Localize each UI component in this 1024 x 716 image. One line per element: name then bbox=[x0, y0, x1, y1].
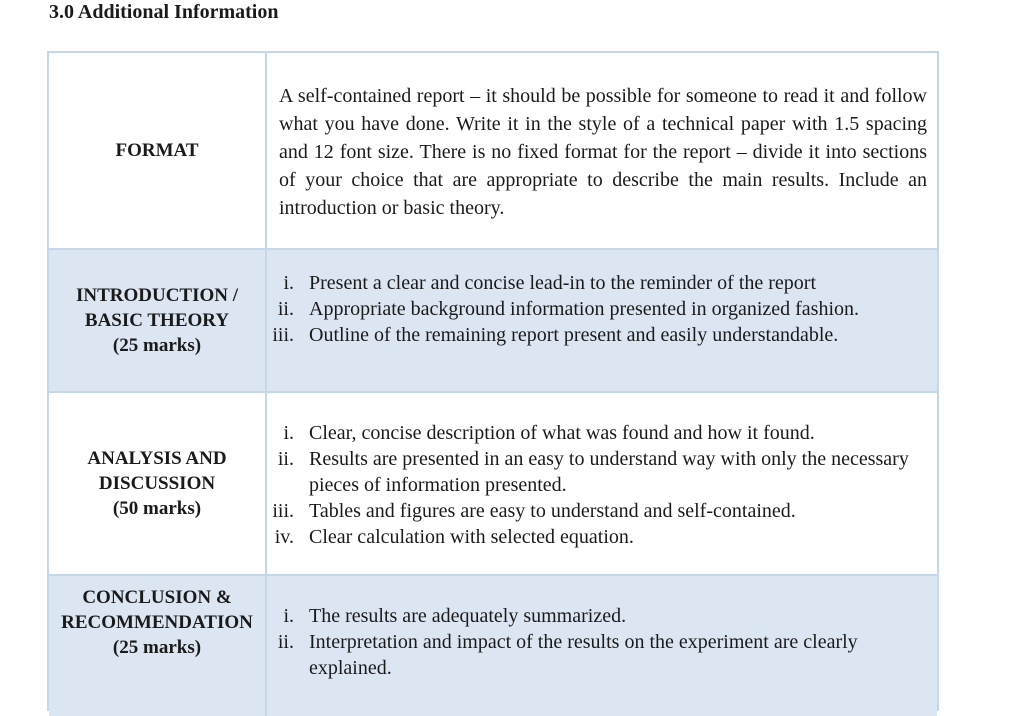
additional-information-table bbox=[47, 51, 939, 711]
row-label-line: CONCLUSION & bbox=[82, 586, 232, 608]
row-content bbox=[267, 393, 937, 574]
criteria-list bbox=[267, 603, 937, 681]
table-row-analysis bbox=[49, 393, 937, 574]
row-label-line: ANALYSIS AND bbox=[87, 448, 227, 469]
row-content bbox=[267, 576, 937, 716]
item-number: iii. bbox=[272, 500, 294, 522]
list-item bbox=[267, 498, 937, 524]
list-item bbox=[267, 629, 937, 681]
row-label-line: DISCUSSION bbox=[98, 473, 216, 494]
list-item bbox=[267, 296, 937, 322]
row-label bbox=[49, 576, 267, 716]
table-row-format bbox=[49, 53, 937, 248]
list-item bbox=[267, 524, 937, 550]
item-number: iv. bbox=[274, 526, 294, 548]
criteria-list bbox=[267, 420, 937, 550]
item-text: Results are presented in an easy to understand way with only the necessary pieces of information presented. bbox=[309, 448, 909, 496]
item-text: Tables and figures are easy to understand and self-contained. bbox=[309, 500, 796, 522]
row-label-marks: (25 marks) bbox=[112, 335, 202, 356]
item-number: i. bbox=[283, 605, 294, 627]
row-content bbox=[267, 53, 937, 248]
row-label bbox=[49, 250, 267, 391]
item-text: Clear, concise description of what was found and how it found. bbox=[309, 422, 815, 444]
row-content bbox=[267, 250, 937, 391]
criteria-list bbox=[267, 270, 937, 348]
format-paragraph: A self-contained report – it should be possible for someone to read it and follow what you have done. Write it in the style of a technical paper with 1.5 spacing and 12 font size. There is no fixed format for the report – divide it into sections of your choice that are appropriate to describe the main results. Include an introduction or basic theory. bbox=[279, 85, 927, 219]
item-number: i. bbox=[283, 272, 294, 294]
list-item bbox=[267, 603, 937, 629]
item-number: ii. bbox=[277, 448, 294, 470]
item-number: ii. bbox=[277, 631, 294, 653]
row-label-marks: (25 marks) bbox=[112, 636, 202, 658]
item-text: Present a clear and concise lead-in to the reminder of the report bbox=[309, 272, 817, 294]
list-item bbox=[267, 322, 937, 348]
item-text: The results are adequately summarized. bbox=[309, 605, 627, 627]
row-label-marks: (50 marks) bbox=[112, 498, 202, 519]
row-label bbox=[49, 53, 267, 248]
item-number: ii. bbox=[277, 298, 294, 320]
list-item bbox=[267, 446, 937, 498]
item-text: Appropriate background information presented in organized fashion. bbox=[309, 298, 860, 320]
item-text: Clear calculation with selected equation. bbox=[309, 526, 634, 548]
item-number: iii. bbox=[272, 324, 294, 346]
row-label-line: FORMAT bbox=[115, 140, 199, 161]
row-label-line: RECOMMENDATION bbox=[61, 611, 253, 633]
section-heading: 3.0 Additional Information bbox=[49, 1, 279, 23]
list-item bbox=[267, 270, 937, 296]
list-item bbox=[267, 420, 937, 446]
item-text: Interpretation and impact of the results on the experiment are clearly explained. bbox=[309, 631, 858, 679]
table-row-conclusion bbox=[49, 576, 937, 716]
row-label-line: INTRODUCTION / bbox=[75, 285, 239, 306]
row-label-line: BASIC THEORY bbox=[84, 310, 230, 331]
item-text: Outline of the remaining report present and easily understandable. bbox=[309, 324, 839, 346]
row-label bbox=[49, 393, 267, 574]
item-number: i. bbox=[283, 422, 294, 444]
table-row-introduction bbox=[49, 250, 937, 391]
